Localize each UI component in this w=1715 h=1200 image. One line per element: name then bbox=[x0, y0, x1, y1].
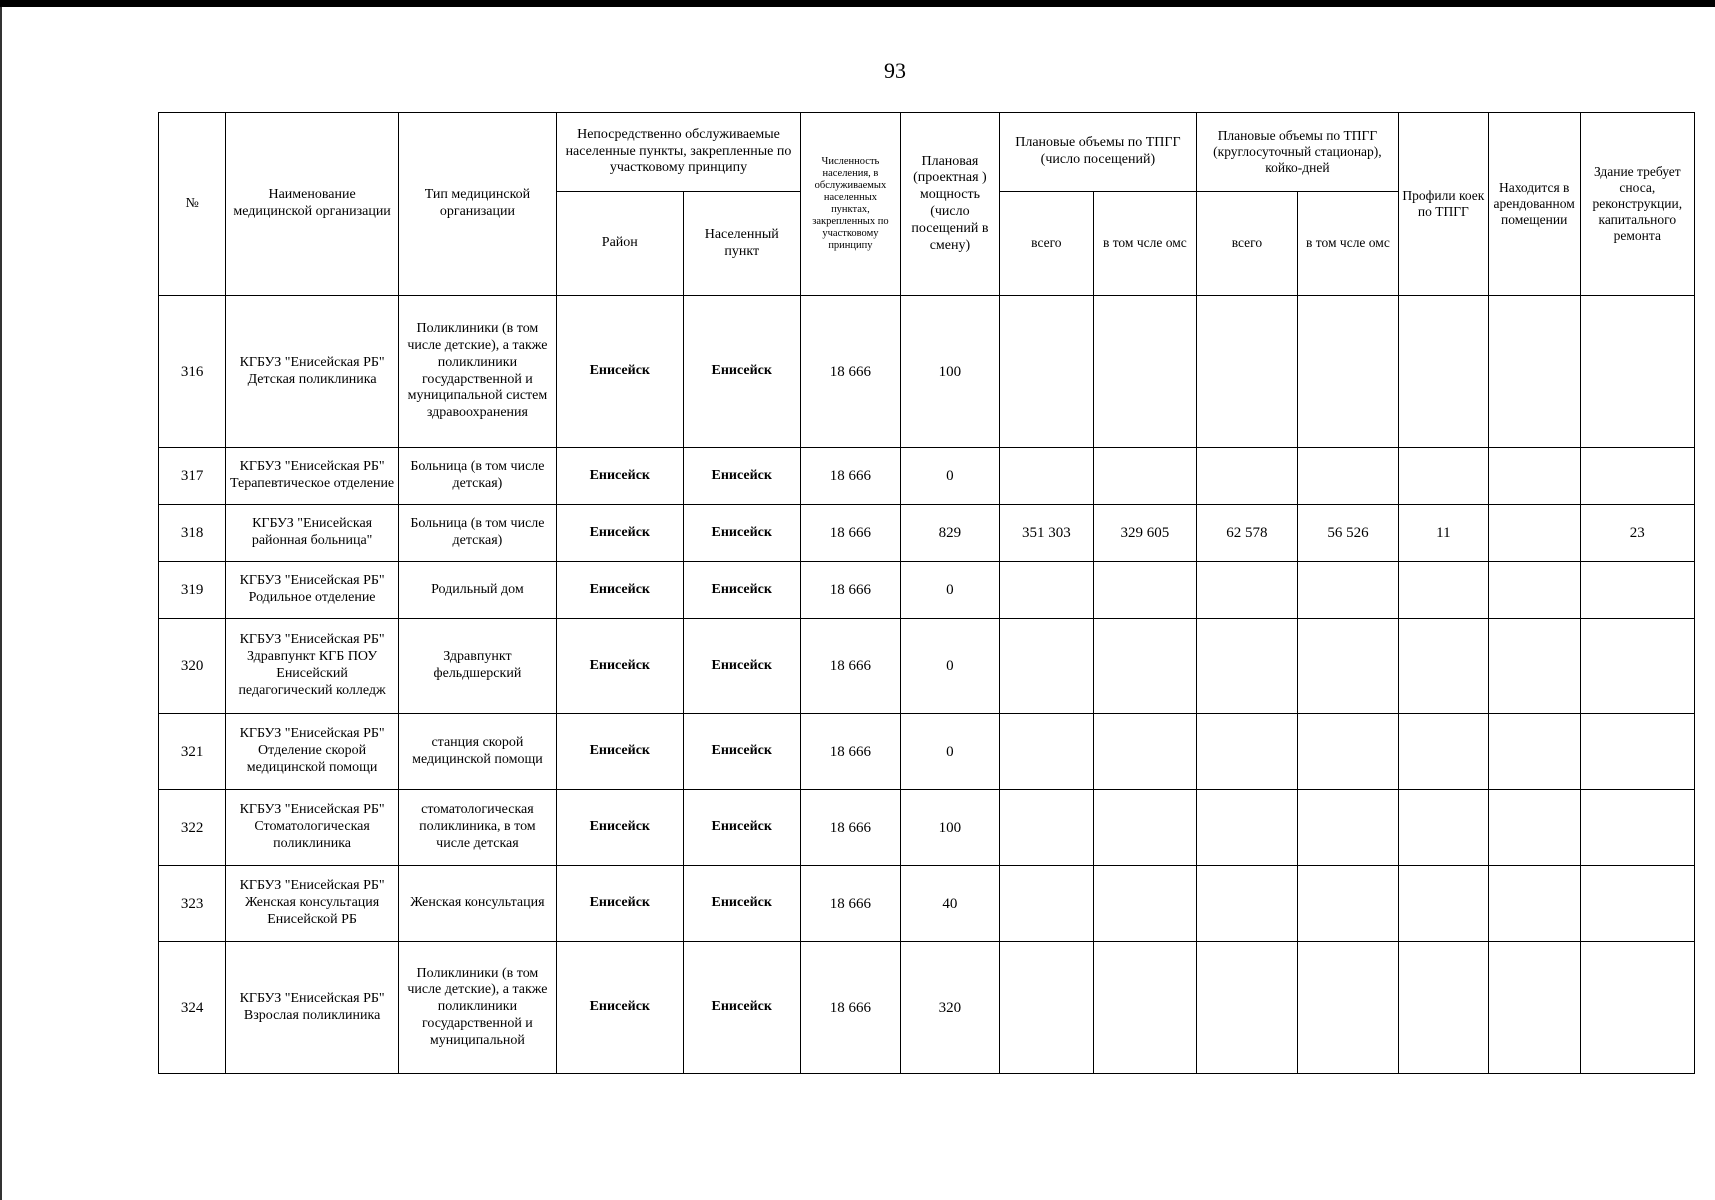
cell-rented bbox=[1488, 942, 1580, 1074]
cell-no: 316 bbox=[159, 296, 226, 448]
cell-visits-total bbox=[999, 866, 1093, 942]
cell-profiles bbox=[1398, 619, 1488, 714]
cell-visits-total: 351 303 bbox=[999, 505, 1093, 562]
table-body bbox=[159, 296, 1695, 1074]
cell-capacity: 0 bbox=[900, 619, 999, 714]
cell-visits-total bbox=[999, 448, 1093, 505]
cell-settlement: Енисейск bbox=[683, 619, 800, 714]
cell-settlement: Енисейск bbox=[683, 942, 800, 1074]
cell-visits-oms bbox=[1093, 562, 1196, 619]
cell-org-type: Здравпункт фельдшерский bbox=[398, 619, 556, 714]
cell-beds-oms bbox=[1297, 562, 1398, 619]
cell-profiles bbox=[1398, 296, 1488, 448]
cell-building: 23 bbox=[1580, 505, 1694, 562]
cell-district: Енисейск bbox=[557, 296, 684, 448]
cell-beds-oms bbox=[1297, 714, 1398, 790]
cell-visits-total bbox=[999, 790, 1093, 866]
table-row bbox=[159, 562, 1695, 619]
cell-org-name: КГБУЗ "Енисейская РБ" Родильное отделение bbox=[226, 562, 398, 619]
cell-profiles: 11 bbox=[1398, 505, 1488, 562]
cell-org-type: Поликлиники (в том числе детские), а также поликлиники государственной и муниципальной bbox=[398, 942, 556, 1074]
header-direct-served: Непосредственно обслуживаемые населенные пункты, закрепленные по участковому принципу bbox=[557, 113, 801, 192]
header-rented: Находится в арендованном помещении bbox=[1488, 113, 1580, 296]
cell-capacity: 100 bbox=[900, 296, 999, 448]
cell-beds-total bbox=[1196, 448, 1297, 505]
cell-visits-oms bbox=[1093, 619, 1196, 714]
cell-no: 320 bbox=[159, 619, 226, 714]
header-district: Район bbox=[557, 192, 684, 296]
cell-building bbox=[1580, 296, 1694, 448]
cell-beds-total bbox=[1196, 562, 1297, 619]
header-visits-oms: в том чсле омс bbox=[1093, 192, 1196, 296]
cell-settlement: Енисейск bbox=[683, 448, 800, 505]
cell-capacity: 320 bbox=[900, 942, 999, 1074]
cell-org-name: КГБУЗ "Енисейская РБ" Взрослая поликлиника bbox=[226, 942, 398, 1074]
cell-capacity: 0 bbox=[900, 448, 999, 505]
cell-beds-oms: 56 526 bbox=[1297, 505, 1398, 562]
cell-org-name: КГБУЗ "Енисейская РБ" Стоматологическая поликлиника bbox=[226, 790, 398, 866]
header-bed-profiles: Профили коек по ТПГГ bbox=[1398, 113, 1488, 296]
cell-capacity: 100 bbox=[900, 790, 999, 866]
cell-beds-total bbox=[1196, 296, 1297, 448]
cell-district: Енисейск bbox=[557, 942, 684, 1074]
header-bed-days-total: всего bbox=[1196, 192, 1297, 296]
cell-beds-oms bbox=[1297, 790, 1398, 866]
cell-population: 18 666 bbox=[800, 790, 900, 866]
cell-org-type: Больница (в том числе детская) bbox=[398, 505, 556, 562]
cell-building bbox=[1580, 942, 1694, 1074]
cell-building bbox=[1580, 866, 1694, 942]
cell-beds-oms bbox=[1297, 296, 1398, 448]
cell-org-type: Больница (в том числе детская) bbox=[398, 448, 556, 505]
cell-visits-total bbox=[999, 619, 1093, 714]
cell-settlement: Енисейск bbox=[683, 296, 800, 448]
cell-district: Енисейск bbox=[557, 790, 684, 866]
header-no: № bbox=[159, 113, 226, 296]
table-header bbox=[159, 113, 1695, 296]
table-row bbox=[159, 296, 1695, 448]
cell-building bbox=[1580, 714, 1694, 790]
cell-district: Енисейск bbox=[557, 505, 684, 562]
cell-settlement: Енисейск bbox=[683, 866, 800, 942]
header-visits-volume: Плановые объемы по ТПГГ (число посещений) bbox=[999, 113, 1196, 192]
cell-no: 324 bbox=[159, 942, 226, 1074]
cell-district: Енисейск bbox=[557, 866, 684, 942]
cell-profiles bbox=[1398, 866, 1488, 942]
cell-capacity: 40 bbox=[900, 866, 999, 942]
cell-rented bbox=[1488, 296, 1580, 448]
cell-visits-oms bbox=[1093, 448, 1196, 505]
cell-org-type: Женская консультация bbox=[398, 866, 556, 942]
cell-district: Енисейск bbox=[557, 619, 684, 714]
cell-rented bbox=[1488, 619, 1580, 714]
header-org-name: Наименование медицинской организации bbox=[226, 113, 398, 296]
cell-settlement: Енисейск bbox=[683, 790, 800, 866]
cell-org-name: КГБУЗ "Енисейская РБ" Детская поликлиника bbox=[226, 296, 398, 448]
cell-org-name: КГБУЗ "Енисейская РБ" Женская консультация Енисейской РБ bbox=[226, 866, 398, 942]
cell-visits-total bbox=[999, 562, 1093, 619]
cell-beds-oms bbox=[1297, 448, 1398, 505]
cell-beds-oms bbox=[1297, 942, 1398, 1074]
cell-population: 18 666 bbox=[800, 619, 900, 714]
table-row bbox=[159, 714, 1695, 790]
cell-visits-total bbox=[999, 296, 1093, 448]
header-settlement: Населенный пункт bbox=[683, 192, 800, 296]
cell-no: 318 bbox=[159, 505, 226, 562]
cell-beds-oms bbox=[1297, 866, 1398, 942]
cell-rented bbox=[1488, 448, 1580, 505]
table-row bbox=[159, 790, 1695, 866]
cell-rented bbox=[1488, 790, 1580, 866]
header-building-state: Здание требует сноса, реконструкции, капитального ремонта bbox=[1580, 113, 1694, 296]
table-row bbox=[159, 448, 1695, 505]
cell-rented bbox=[1488, 714, 1580, 790]
cell-visits-oms: 329 605 bbox=[1093, 505, 1196, 562]
cell-visits-oms bbox=[1093, 296, 1196, 448]
cell-org-name: КГБУЗ "Енисейская районная больница" bbox=[226, 505, 398, 562]
cell-beds-total: 62 578 bbox=[1196, 505, 1297, 562]
cell-capacity: 829 bbox=[900, 505, 999, 562]
cell-beds-oms bbox=[1297, 619, 1398, 714]
cell-visits-total bbox=[999, 942, 1093, 1074]
cell-population: 18 666 bbox=[800, 505, 900, 562]
scan-border-top bbox=[0, 0, 1715, 7]
scan-border-left bbox=[0, 7, 2, 1200]
table-row bbox=[159, 505, 1695, 562]
cell-rented bbox=[1488, 866, 1580, 942]
cell-building bbox=[1580, 448, 1694, 505]
cell-district: Енисейск bbox=[557, 562, 684, 619]
cell-population: 18 666 bbox=[800, 942, 900, 1074]
cell-no: 321 bbox=[159, 714, 226, 790]
cell-settlement: Енисейск bbox=[683, 714, 800, 790]
cell-visits-oms bbox=[1093, 866, 1196, 942]
cell-district: Енисейск bbox=[557, 448, 684, 505]
header-org-type: Тип медицинской организации bbox=[398, 113, 556, 296]
cell-org-name: КГБУЗ "Енисейская РБ" Терапевтическое отделение bbox=[226, 448, 398, 505]
table-row bbox=[159, 942, 1695, 1074]
cell-population: 18 666 bbox=[800, 866, 900, 942]
cell-profiles bbox=[1398, 448, 1488, 505]
cell-profiles bbox=[1398, 942, 1488, 1074]
cell-beds-total bbox=[1196, 866, 1297, 942]
cell-capacity: 0 bbox=[900, 714, 999, 790]
cell-profiles bbox=[1398, 790, 1488, 866]
cell-org-name: КГБУЗ "Енисейская РБ" Отделение скорой медицинской помощи bbox=[226, 714, 398, 790]
cell-profiles bbox=[1398, 562, 1488, 619]
cell-beds-total bbox=[1196, 714, 1297, 790]
cell-population: 18 666 bbox=[800, 714, 900, 790]
cell-no: 317 bbox=[159, 448, 226, 505]
cell-profiles bbox=[1398, 714, 1488, 790]
cell-org-type: стоматологическая поликлиника, в том числе детская bbox=[398, 790, 556, 866]
cell-settlement: Енисейск bbox=[683, 505, 800, 562]
cell-visits-oms bbox=[1093, 714, 1196, 790]
cell-rented bbox=[1488, 562, 1580, 619]
medical-organizations-table bbox=[158, 112, 1695, 1074]
cell-visits-oms bbox=[1093, 942, 1196, 1074]
cell-no: 323 bbox=[159, 866, 226, 942]
cell-building bbox=[1580, 562, 1694, 619]
cell-building bbox=[1580, 790, 1694, 866]
cell-settlement: Енисейск bbox=[683, 562, 800, 619]
cell-org-name: КГБУЗ "Енисейская РБ" Здравпункт КГБ ПОУ Енисейский педагогический колледж bbox=[226, 619, 398, 714]
cell-capacity: 0 bbox=[900, 562, 999, 619]
page-number: 93 bbox=[884, 58, 906, 83]
header-bed-days-volume: Плановые объемы по ТПГГ (круглосуточный стационар), койко-дней bbox=[1196, 113, 1398, 192]
cell-org-type: Родильный дом bbox=[398, 562, 556, 619]
cell-org-type: станция скорой медицинской помощи bbox=[398, 714, 556, 790]
table-row bbox=[159, 619, 1695, 714]
header-planned-capacity: Плановая (проектная ) мощность (число посещений в смену) bbox=[900, 113, 999, 296]
cell-org-type: Поликлиники (в том числе детские), а также поликлиники государственной и муниципальной систем здравоохранения bbox=[398, 296, 556, 448]
header-bed-days-oms: в том чсле омс bbox=[1297, 192, 1398, 296]
cell-population: 18 666 bbox=[800, 296, 900, 448]
cell-district: Енисейск bbox=[557, 714, 684, 790]
cell-beds-total bbox=[1196, 619, 1297, 714]
header-visits-total: всего bbox=[999, 192, 1093, 296]
cell-building bbox=[1580, 619, 1694, 714]
cell-beds-total bbox=[1196, 790, 1297, 866]
cell-rented bbox=[1488, 505, 1580, 562]
table-row bbox=[159, 866, 1695, 942]
cell-visits-oms bbox=[1093, 790, 1196, 866]
cell-visits-total bbox=[999, 714, 1093, 790]
header-population: Численность населения, в обслуживаемых населенных пунктах, закрепленных по участковому принципу bbox=[800, 113, 900, 296]
cell-no: 322 bbox=[159, 790, 226, 866]
cell-population: 18 666 bbox=[800, 448, 900, 505]
cell-no: 319 bbox=[159, 562, 226, 619]
cell-beds-total bbox=[1196, 942, 1297, 1074]
cell-population: 18 666 bbox=[800, 562, 900, 619]
